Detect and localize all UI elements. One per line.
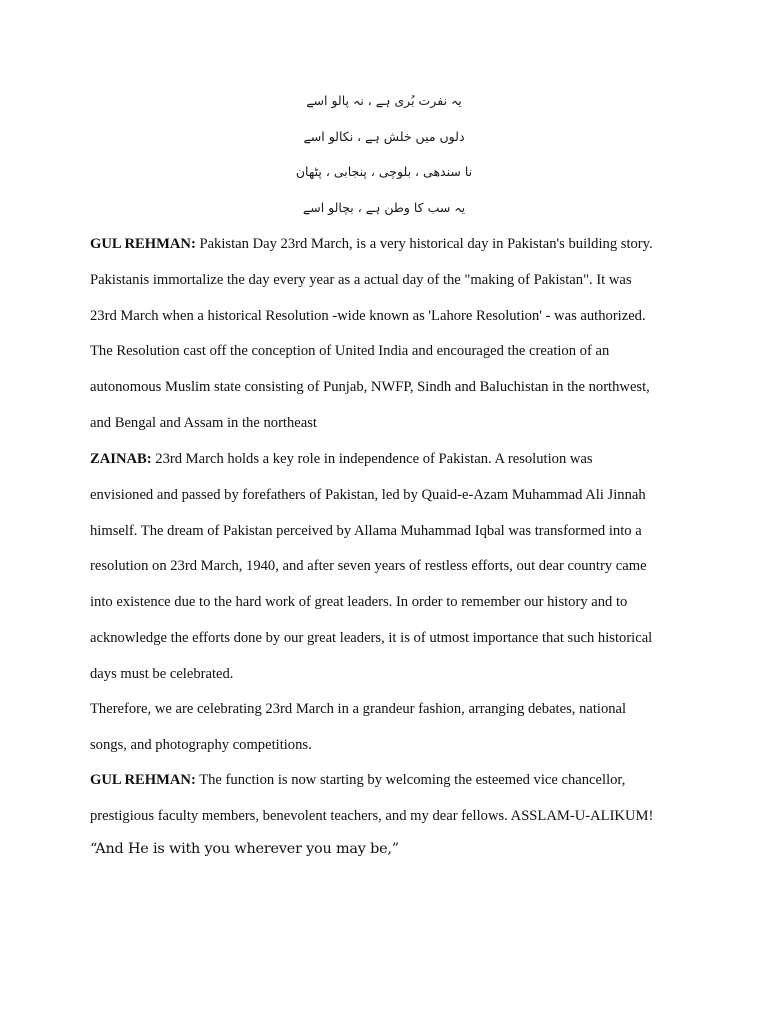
paragraph-line: days must be celebrated.: [90, 665, 234, 682]
paragraph-line: resolution on 23rd March, 1940, and after seven years of restless efforts, out dear country came: [90, 558, 647, 575]
paragraph-line: The Resolution cast off the conception of United India and encouraged the creation of an: [90, 343, 610, 360]
paragraph-line: autonomous Muslim state consisting of Punjab, NWFP, Sindh and Baluchistan in the northwest,: [90, 379, 650, 396]
closing-quote: “And He is with you wherever you may be,”: [90, 841, 399, 857]
poem-line-4: یہ سب کا وطن ہے ، بچالو اسے: [302, 200, 466, 215]
poem-line-3: نا سندھی ، بلوچی ، پنجابی ، پٹھان: [295, 164, 473, 179]
paragraph-line: Pakistanis immortalize the day every year as a actual day of the "making of Pakistan". It was: [90, 271, 632, 288]
paragraph-line: envisioned and passed by forefathers of Pakistan, led by Quaid-e-Azam Muhammad Ali Jinnah: [90, 486, 646, 503]
paragraph-zainab: [90, 442, 690, 693]
paragraph-line: Therefore, we are celebrating 23rd March in a grandeur fashion, arranging debates, national: [90, 701, 627, 717]
paragraph-line: GUL REHMAN: Pakistan Day 23rd March, is a very historical day in Pakistan's building story.: [90, 236, 653, 252]
paragraph-gul-rehman-2: [90, 763, 690, 835]
poem-line-1: یہ نفرت بُری ہے ، نہ پالو اسے: [306, 93, 462, 108]
paragraph-line: GUL REHMAN: The function is now starting by welcoming the esteemed vice chancellor,: [90, 772, 626, 788]
paragraph-celebration: [90, 692, 690, 764]
paragraph-line: ZAINAB: 23rd March holds a key role in independence of Pakistan. A resolution was: [90, 451, 593, 467]
speaker-label: ZAINAB:: [90, 451, 152, 467]
paragraph-line: and Bengal and Assam in the northeast: [90, 414, 317, 431]
poem-line-2: دلوں میں خلش ہے ، نکالو اسے: [303, 129, 465, 144]
speaker-label: GUL REHMAN:: [90, 772, 196, 788]
paragraph-line: acknowledge the efforts done by our great leaders, it is of utmost importance that such historical: [90, 629, 653, 646]
paragraph-gul-rehman-1: [90, 227, 690, 442]
paragraph-line: prestigious faculty members, benevolent teachers, and my dear fellows. ASSLAM-U-ALIKUM!: [90, 807, 654, 824]
speaker-label: GUL REHMAN:: [90, 236, 196, 252]
paragraph-line: into existence due to the hard work of great leaders. In order to remember our history and to: [90, 594, 628, 611]
paragraph-line: 23rd March when a historical Resolution -wide known as 'Lahore Resolution' - was authorized.: [90, 307, 646, 324]
paragraph-line: songs, and photography competitions.: [90, 736, 312, 753]
paragraph-line: himself. The dream of Pakistan perceived by Allama Muhammad Iqbal was transformed into a: [90, 522, 642, 539]
